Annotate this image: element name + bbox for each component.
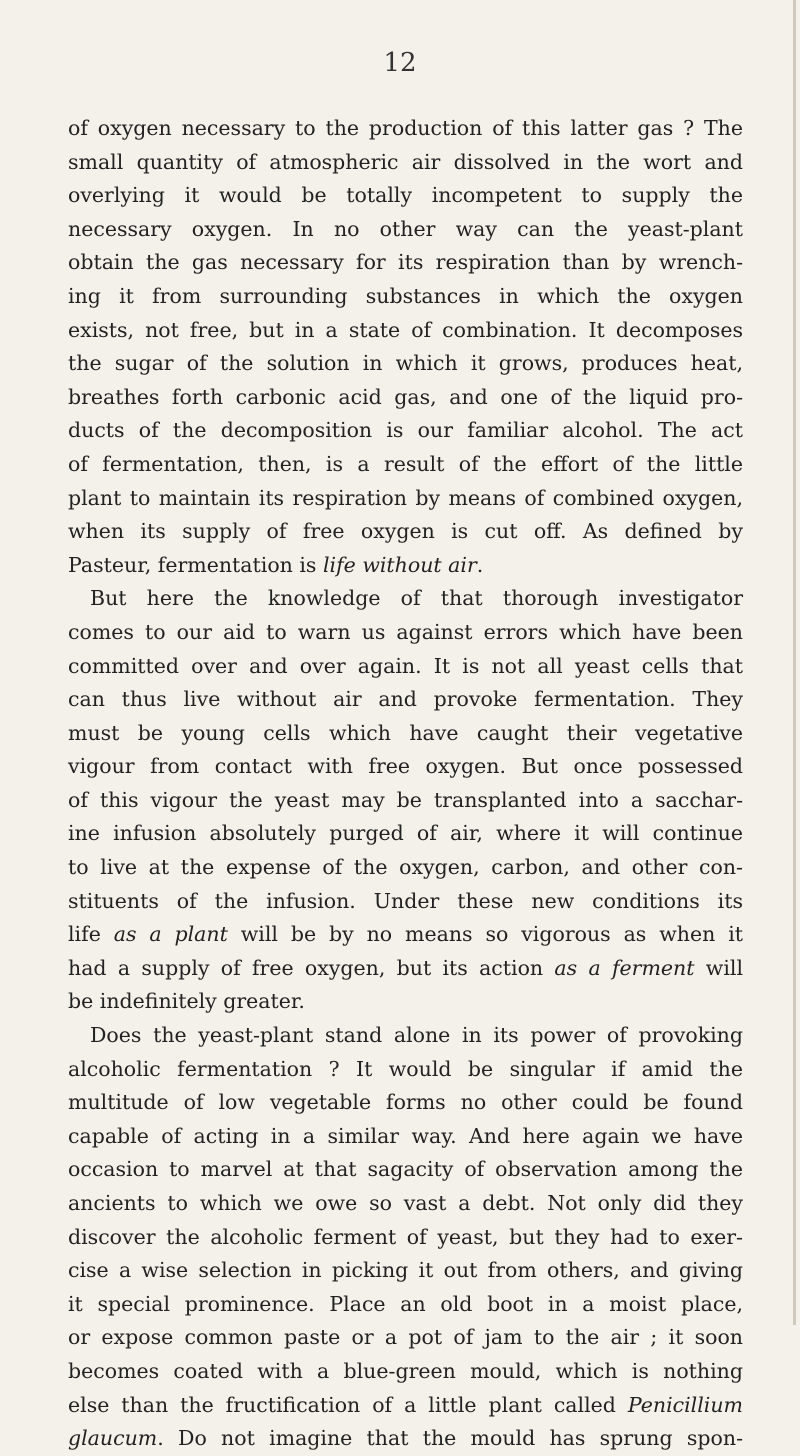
text-line: ing it from surrounding substances in which the oxygen [68,283,743,308]
text-line: of fermentation, then, is a result of the effort of the little [68,451,743,476]
text-line: it special prominence. Place an old boot in a moist place, [68,1291,743,1316]
text-line: can thus live without air and provoke fermentation. They [68,687,743,712]
text-line: committed over and over again. It is not all yeast cells that [68,653,743,678]
body-text [68,112,743,1456]
text-line: when its supply of free oxygen is cut off. As defined by [68,519,743,544]
text-line: to live at the expense of the oxygen, carbon, and other con- [68,855,743,880]
text-line: occasion to marvel at that sagacity of observation among the [68,1157,743,1182]
text-line: obtain the gas necessary for its respiration than by wrench- [68,250,743,275]
text-line: necessary oxygen. In no other way can the yeast-plant [68,216,743,241]
text-line: ducts of the decomposition is our familiar alcohol. The act [68,418,743,443]
text-line: plant to maintain its respiration by means of combined oxygen, [68,485,743,510]
text-line: vigour from contact with free oxygen. But once possessed [68,754,743,779]
text-line: cise a wise selection in picking it out from others, and giving [68,1258,743,1283]
text-line: breathes forth carbonic acid gas, and one of the liquid pro- [68,384,743,409]
text-line: exists, not free, but in a state of combination. It decomposes [68,317,743,342]
text-line: But here the knowledge of that thorough investigator [90,586,743,611]
text-line: multitude of low vegetable forms no other could be found [68,1090,743,1115]
text-line: life as a plant will be by no means so vigorous as when it [68,922,743,947]
text-line: of this vigour the yeast may be transplanted into a sacchar- [68,787,743,812]
text-line: else than the fructification of a little plant called Penicillium [68,1392,743,1417]
text-line: overlying it would be totally incompetent to supply the [68,183,743,208]
text-line: becomes coated with a blue-green mould, which is nothing [68,1358,743,1383]
text-line: comes to our aid to warn us against errors which have been [68,619,743,644]
text-line: ancients to which we owe so vast a debt. Not only did they [68,1191,743,1215]
text-line: Does the yeast-plant stand alone in its power of provoking [90,1023,743,1048]
text-line: Pasteur, fermentation is life without air. [68,552,484,577]
page-edge-shadow [793,0,796,1325]
text-line: or expose common paste or a pot of jam to the air ; it soon [68,1325,743,1350]
text-line: of oxygen necessary to the production of this latter gas ? The [68,116,743,140]
text-line: small quantity of atmospheric air dissolved in the wort and [68,149,743,174]
text-line: stituents of the infusion. Under these new conditions its [68,888,743,913]
text-line: the sugar of the solution in which it grows, produces heat, [68,351,743,376]
page-number: 12 [383,48,417,78]
text-line: had a supply of free oxygen, but its action as a ferment will [68,955,744,980]
text-line: must be young cells which have caught their vegetative [68,720,743,745]
text-line: capable of acting in a similar way. And here again we have [68,1123,743,1148]
text-line: alcoholic fermentation ? It would be singular if amid the [68,1056,743,1081]
text-line: glaucum. Do not imagine that the mould has sprung spon- [68,1426,743,1451]
text-line: be indefinitely greater. [68,989,305,1014]
text-line: ine infusion absolutely purged of air, where it will continue [68,821,743,846]
text-line: discover the alcoholic ferment of yeast, but they had to exer- [68,1224,743,1249]
